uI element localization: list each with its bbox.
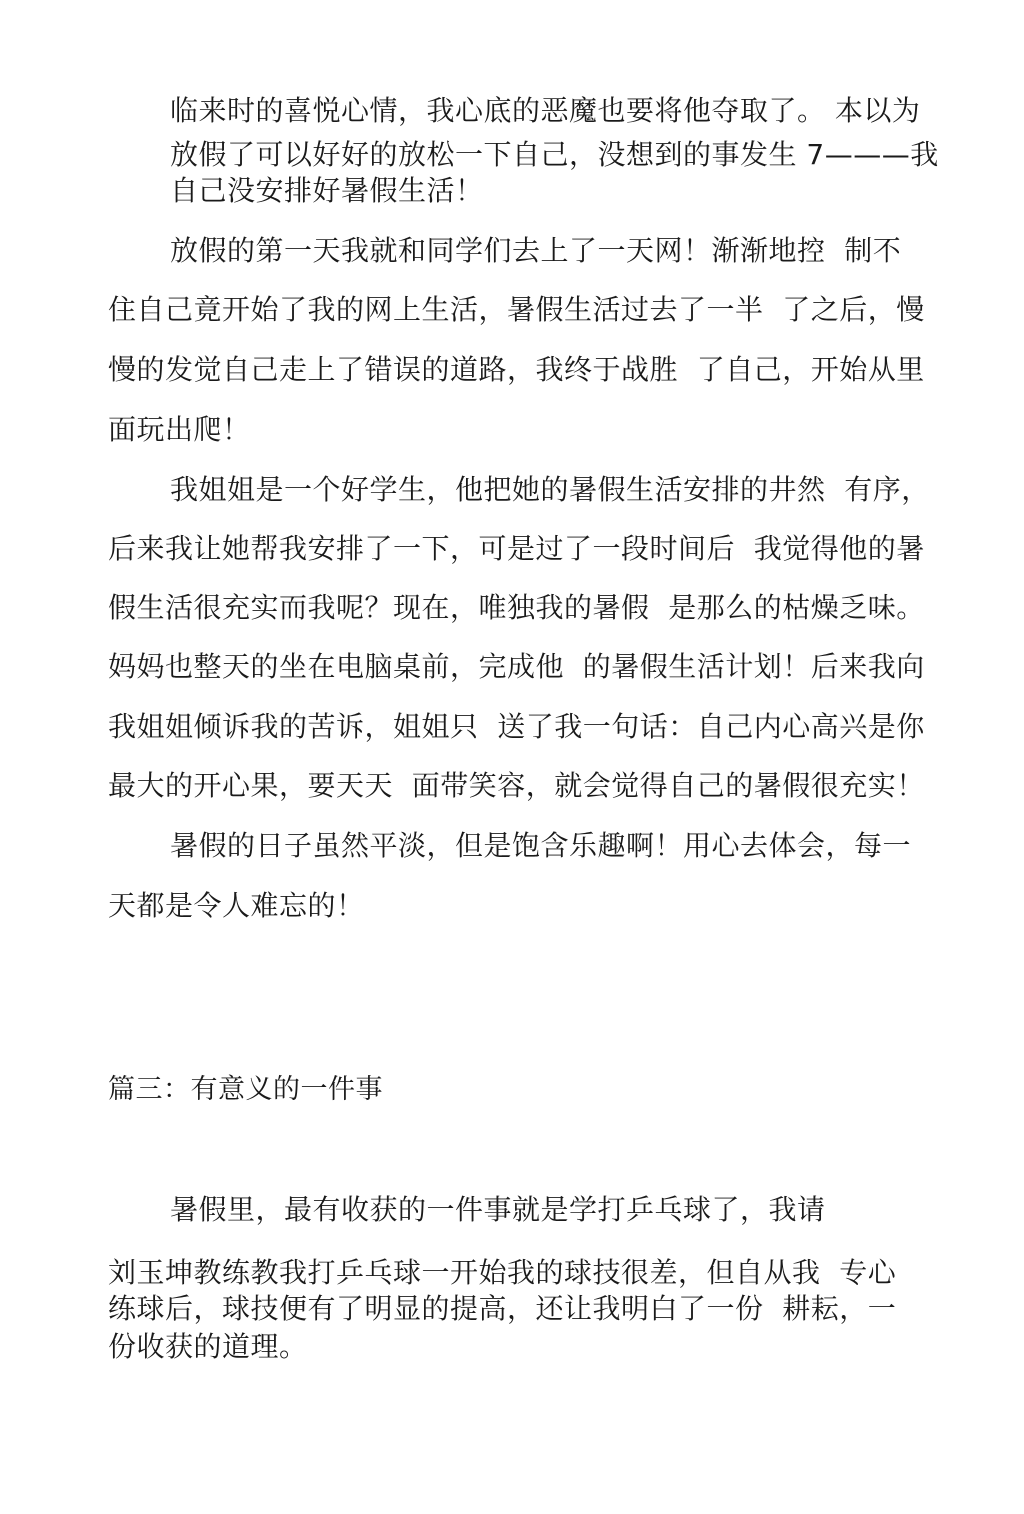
para3-line-2: 后来我让她帮我安排了一下，可是过了一段时间后 我觉得他的暑 (108, 532, 925, 565)
para3-line-4: 妈妈也整天的坐在电脑桌前，完成他 的暑假生活计划！后来我向 (108, 650, 925, 683)
para4-line-1: 暑假的日子虽然平淡，但是饱含乐趣啊！用心去体会，每一 (170, 829, 912, 862)
para6-line-1: 刘玉坤教练教我打乒乓球一开始我的球技很差，但自从我 专心 (108, 1256, 897, 1289)
para2-line-1: 放假的第一天我就和同学们去上了一天网！渐渐地控 制不 (170, 234, 902, 267)
para4-line-2: 天都是令人难忘的！ (108, 889, 365, 922)
para2-line-2: 住自己竟开始了我的网上生活，暑假生活过去了一半 了之后，慢 (108, 293, 925, 326)
para6-line-2: 练球后，球技便有了明显的提高，还让我明白了一份 耕耘，一 (108, 1292, 897, 1325)
para1-line-2: 放假了可以好好的放松一下自己，没想到的事发生 7———我 (170, 138, 939, 171)
para3-line-6: 最大的开心果，要天天 面带笑容，就会觉得自己的暑假很充实！ (108, 769, 925, 802)
para3-line-3: 假生活很充实而我呢？现在，唯独我的暑假 是那么的枯燥乏味。 (108, 591, 925, 624)
para1-line-3: 自己没安排好暑假生活！ (170, 174, 484, 207)
para3-line-1: 我姐姐是一个好学生，他把她的暑假生活安排的井然 有序， (170, 473, 930, 506)
para5-line-1: 暑假里，最有收获的一件事就是学打乒乓球了，我请 (170, 1193, 826, 1226)
para1-line-1: 临来时的喜悦心情，我心底的恶魔也要将他夺取了。 本以为 (170, 94, 921, 127)
section-heading: 篇三：有意义的一件事 (108, 1074, 383, 1105)
para2-line-4: 面玩出爬！ (108, 413, 251, 446)
para6-line-3: 份收获的道理。 (108, 1330, 308, 1363)
para3-line-5: 我姐姐倾诉我的苦诉，姐姐只 送了我一句话：自己内心高兴是你 (108, 710, 925, 743)
para2-line-3: 慢的发觉自己走上了错误的道路，我终于战胜 了自己，开始从里 (108, 353, 925, 386)
